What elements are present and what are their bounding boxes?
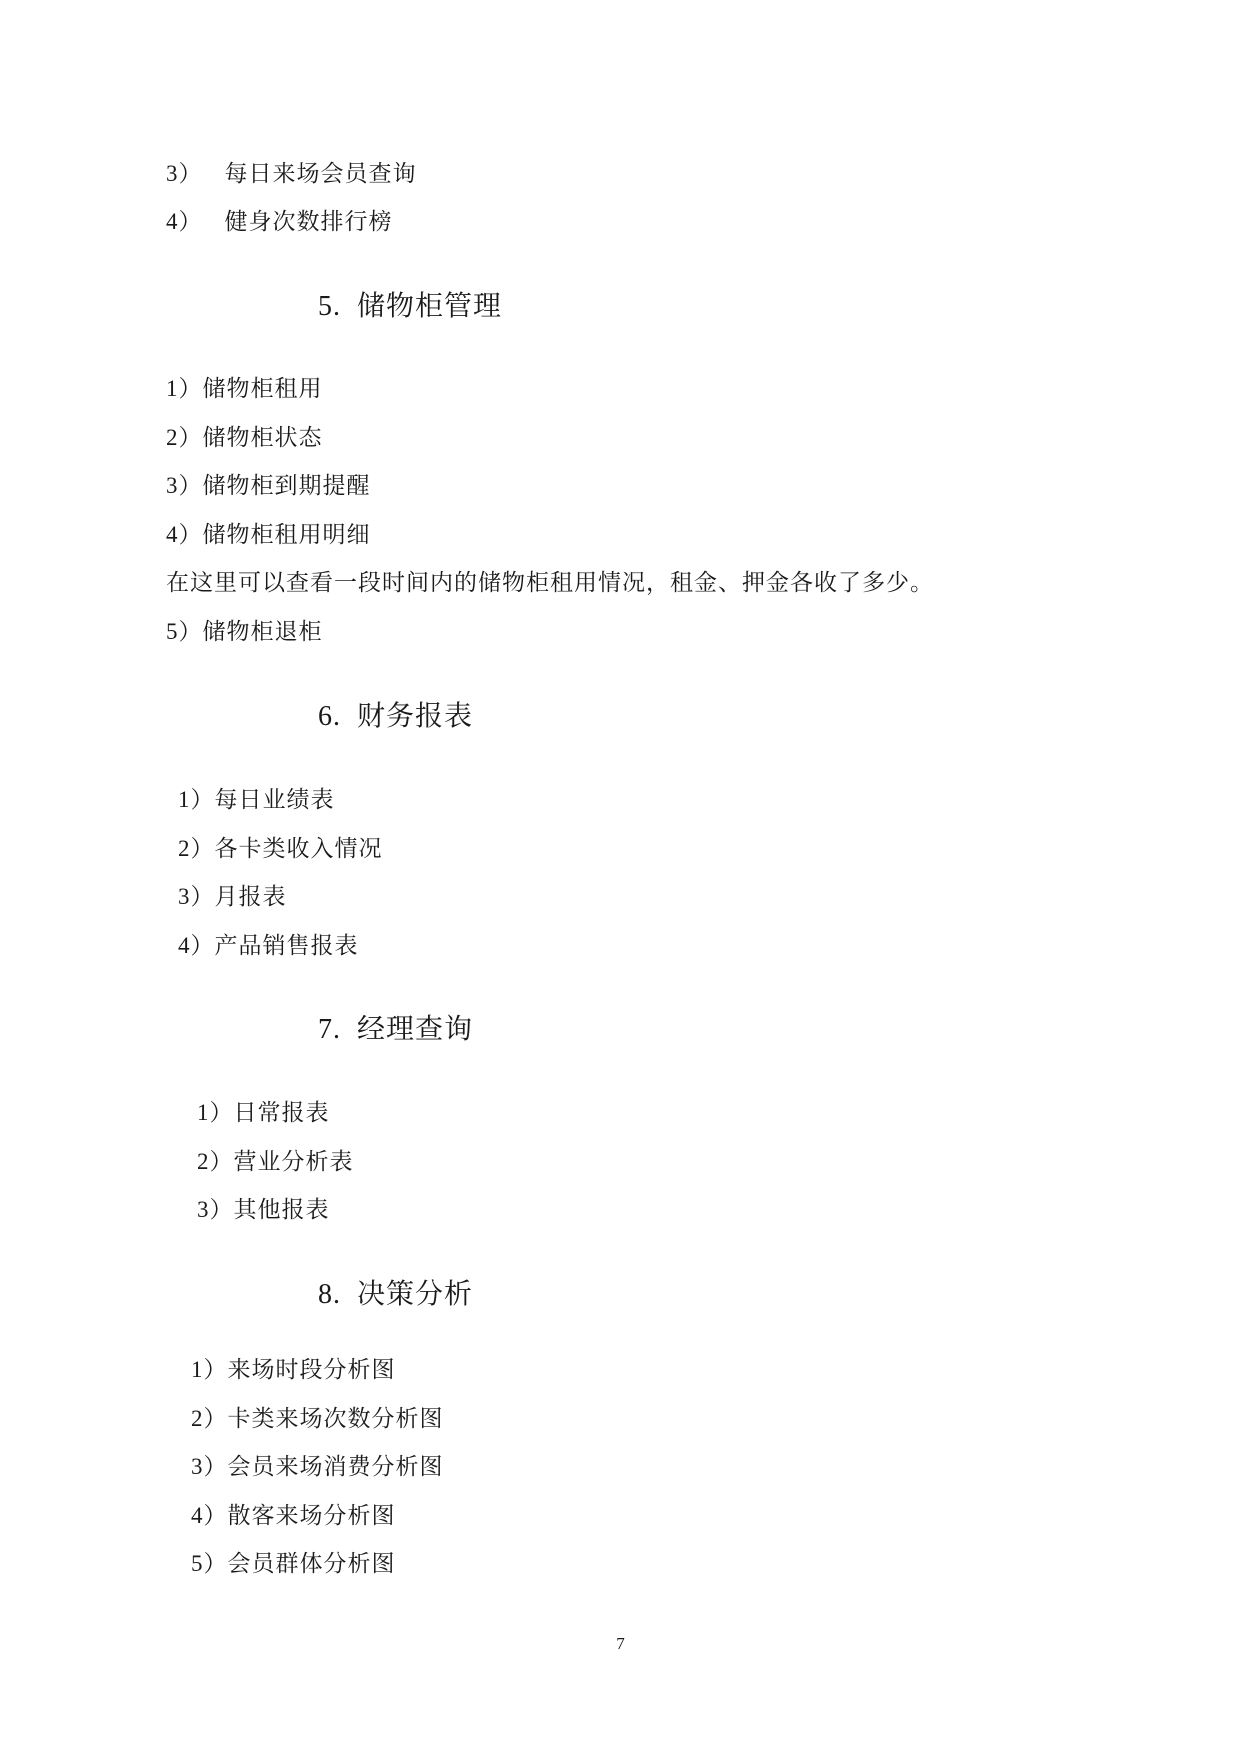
list-item-number: 4） [191, 1503, 228, 1528]
list-item-number: 3） [191, 1454, 228, 1479]
list-item-text: 散客来场分析图 [227, 1503, 396, 1529]
section-heading [318, 1276, 473, 1313]
list-item-text: 卡类来场次数分析图 [227, 1406, 444, 1432]
list-item [191, 1549, 396, 1579]
list-item-text: 产品销售报表 [214, 933, 359, 959]
list-item-number: 3） [178, 884, 215, 909]
list-item-text: 健身次数排行榜 [224, 209, 393, 235]
list-item [166, 374, 323, 404]
list-item [166, 617, 323, 647]
list-item-text: 月报表 [214, 884, 287, 910]
list-item-number: 5） [191, 1551, 228, 1576]
list-item-text: 日常报表 [233, 1100, 330, 1126]
list-item [166, 159, 417, 189]
page-number: 7 [616, 1634, 625, 1653]
list-item-number: 4） [166, 209, 203, 234]
list-item-number: 4） [178, 933, 215, 958]
list-item-text: 会员来场消费分析图 [227, 1454, 444, 1480]
list-item-number: 1） [191, 1357, 228, 1382]
list-item-text: 每日业绩表 [214, 787, 335, 813]
list-item-number: 2） [197, 1149, 234, 1174]
list-item-number: 1） [178, 787, 215, 812]
list-item [197, 1098, 330, 1128]
list-item-text: 储物柜租用 [202, 376, 323, 402]
list-item-text: 储物柜到期提醒 [202, 473, 371, 499]
list-item-number: 2） [178, 836, 215, 861]
list-item-text: 每日来场会员查询 [224, 161, 417, 187]
list-item [191, 1355, 396, 1385]
list-item [166, 471, 371, 501]
list-item-text: 储物柜状态 [202, 425, 323, 451]
list-item [178, 882, 287, 912]
list-item-number: 5） [166, 619, 203, 644]
list-item-text: 营业分析表 [233, 1149, 354, 1175]
list-item [166, 207, 393, 237]
section-heading [318, 698, 473, 735]
list-item-text: 储物柜租用明细 [202, 522, 371, 548]
section-title: 储物柜管理 [357, 289, 503, 322]
section-number: 5. [318, 291, 341, 322]
list-item-number: 1） [197, 1100, 234, 1125]
list-item [191, 1452, 444, 1482]
list-item [191, 1404, 444, 1434]
list-item-text: 各卡类收入情况 [214, 836, 383, 862]
section-title: 经理查询 [357, 1012, 474, 1045]
section-number: 7. [318, 1014, 341, 1045]
list-item-number: 4） [166, 522, 203, 547]
paragraph: 在这里可以查看一段时间内的储物柜租用情况，租金、押金各收了多少。 [166, 570, 934, 596]
list-item [166, 520, 371, 550]
section-number: 8. [318, 1279, 341, 1310]
list-item [178, 785, 335, 815]
list-item [191, 1501, 396, 1531]
list-item-text: 其他报表 [233, 1197, 330, 1223]
section-title: 决策分析 [357, 1277, 474, 1310]
list-item-number: 1） [166, 376, 203, 401]
list-item-number: 3） [166, 161, 203, 186]
list-item-text: 会员群体分析图 [227, 1551, 396, 1577]
list-item-number: 2） [191, 1406, 228, 1431]
list-item-number: 3） [197, 1197, 234, 1222]
list-item-number: 3） [166, 473, 203, 498]
list-item [197, 1147, 354, 1177]
section-heading [318, 288, 502, 325]
section-number: 6. [318, 701, 341, 732]
list-item [197, 1195, 330, 1225]
list-item-number: 2） [166, 425, 203, 450]
list-item-text: 储物柜退柜 [202, 619, 323, 645]
list-item [166, 423, 323, 453]
section-title: 财务报表 [357, 699, 474, 732]
list-item [178, 834, 383, 864]
list-item [178, 931, 359, 961]
section-heading [318, 1011, 473, 1048]
list-item-text: 来场时段分析图 [227, 1357, 396, 1383]
